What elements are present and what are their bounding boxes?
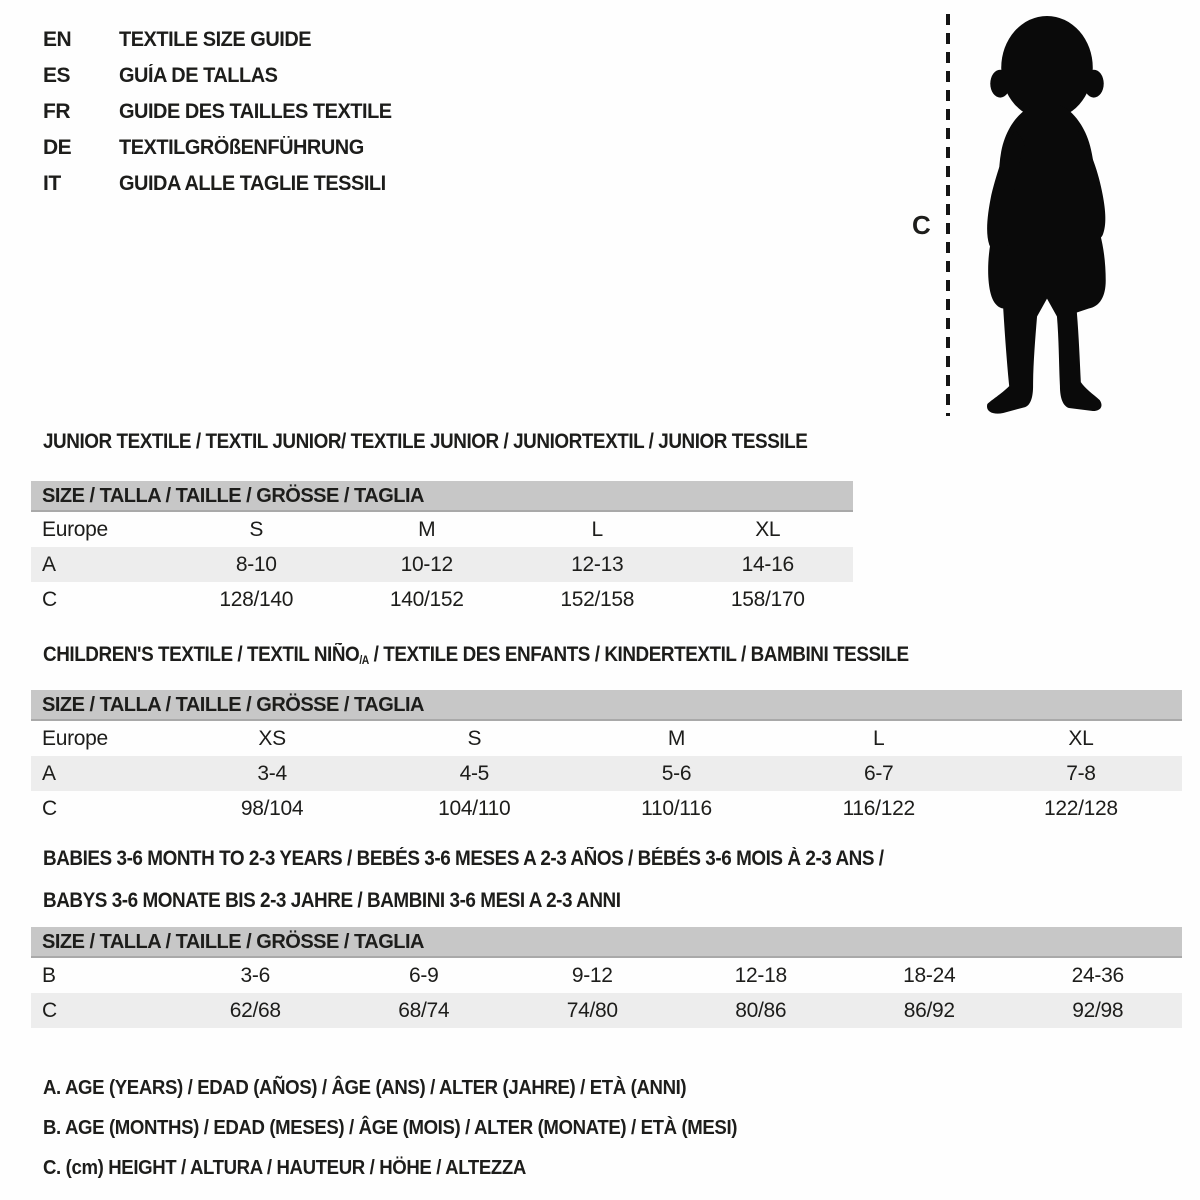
- junior-section-title: JUNIOR TEXTILE / TEXTIL JUNIOR/ TEXTILE JUNIOR / JUNIORTEXTIL / JUNIOR TESSILE: [43, 430, 808, 453]
- size-cell: S: [249, 518, 264, 541]
- value-cell: 140/152: [389, 588, 464, 611]
- table-row-age: [31, 547, 853, 582]
- table-row-height: [31, 993, 1182, 1028]
- row-label: Europe: [42, 727, 108, 750]
- value-cell: 24-36: [1071, 964, 1124, 987]
- size-cell: XS: [258, 727, 286, 750]
- footnote-a: A. AGE (YEARS) / EDAD (AÑOS) / ÂGE (ANS) / ALTER (JAHRE) / ETÀ (ANNI): [43, 1077, 687, 1099]
- lang-row-it: [43, 166, 406, 202]
- value-cell: 74/80: [566, 999, 618, 1022]
- value-cell: 86/92: [903, 999, 955, 1022]
- value-cell: 9-12: [571, 964, 613, 987]
- children-title-prefix: CHILDREN'S TEXTILE / TEXTIL NIÑO: [43, 643, 360, 666]
- value-cell: 80/86: [735, 999, 787, 1022]
- value-cell: 5-6: [661, 762, 692, 785]
- row-label: Europe: [42, 518, 108, 541]
- lang-row-en: [43, 22, 406, 58]
- value-cell: 98/104: [240, 797, 304, 820]
- footnote-c: C. (cm) HEIGHT / ALTURA / HAUTEUR / HÖHE / ALTEZZA: [43, 1157, 526, 1179]
- value-cell: 104/110: [438, 797, 511, 820]
- language-header: [43, 22, 406, 202]
- height-measure-label: C: [912, 210, 931, 240]
- row-label: C: [42, 588, 57, 611]
- toddler-silhouette-icon: [962, 12, 1134, 420]
- value-cell: 62/68: [229, 999, 281, 1022]
- lang-row-de: [43, 130, 406, 166]
- size-cell: S: [467, 727, 482, 750]
- lang-code: IT: [43, 172, 61, 195]
- height-measure-dashed-line: [946, 14, 950, 416]
- value-cell: 3-4: [257, 762, 287, 785]
- footnotes-block: [43, 1068, 789, 1188]
- lang-title: GUIDA ALLE TAGLIE TESSILI: [119, 172, 386, 195]
- lang-row-es: [43, 58, 406, 94]
- size-cell: XL: [1068, 727, 1094, 750]
- children-section-title: [43, 643, 909, 667]
- size-cell: M: [667, 727, 686, 750]
- value-cell: 152/158: [560, 588, 635, 611]
- lang-row-fr: [43, 94, 406, 130]
- row-label: C: [42, 999, 57, 1022]
- value-cell: 128/140: [219, 588, 294, 611]
- lang-title: GUIDE DES TAILLES TEXTILE: [119, 100, 392, 123]
- value-cell: 12-18: [734, 964, 787, 987]
- value-cell: 3-6: [240, 964, 270, 987]
- children-title-sub: /A: [359, 654, 369, 667]
- value-cell: 158/170: [730, 588, 805, 611]
- lang-title: TEXTILE SIZE GUIDE: [119, 28, 312, 51]
- table-row-age: [31, 756, 1182, 791]
- row-label: A: [42, 553, 56, 576]
- size-cell: L: [591, 518, 603, 541]
- lang-title: TEXTILGRÖßENFÜHRUNG: [119, 136, 364, 159]
- size-header-band: SIZE / TALLA / TAILLE / GRÖSSE / TAGLIA: [31, 481, 853, 512]
- children-size-table: [31, 690, 1182, 826]
- value-cell: 6-9: [409, 964, 439, 987]
- lang-code: DE: [43, 136, 72, 159]
- lang-title: GUÍA DE TALLAS: [119, 64, 278, 87]
- value-cell: 6-7: [863, 762, 894, 785]
- size-cell: L: [873, 727, 885, 750]
- value-cell: 12-13: [571, 553, 624, 576]
- value-cell: 116/122: [842, 797, 915, 820]
- value-cell: 122/128: [1044, 797, 1118, 820]
- value-cell: 110/116: [641, 797, 712, 820]
- row-label: A: [42, 762, 56, 785]
- table-row-height: [31, 791, 1182, 826]
- row-label: C: [42, 797, 57, 820]
- size-header-band: SIZE / TALLA / TAILLE / GRÖSSE / TAGLIA: [31, 690, 1182, 721]
- babies-section-title-line1: BABIES 3-6 MONTH TO 2-3 YEARS / BEBÉS 3-6 MESES A 2-3 AÑOS / BÉBÉS 3-6 MOIS À 2-3 ANS /: [43, 847, 884, 870]
- value-cell: 92/98: [1072, 999, 1124, 1022]
- junior-size-table: [31, 481, 853, 617]
- lang-code: ES: [43, 64, 71, 87]
- size-cell: M: [418, 518, 436, 541]
- footnote-b: B. AGE (MONTHS) / EDAD (MESES) / ÂGE (MOIS) / ALTER (MONATE) / ETÀ (MESI): [43, 1117, 738, 1139]
- lang-code: EN: [43, 28, 72, 51]
- table-row-europe: [31, 721, 1182, 756]
- value-cell: 18-24: [903, 964, 956, 987]
- value-cell: 8-10: [235, 553, 277, 576]
- babies-size-table: [31, 927, 1182, 1028]
- size-cell: XL: [755, 518, 781, 541]
- children-title-suffix: / TEXTILE DES ENFANTS / KINDERTEXTIL / BAMBINI TESSILE: [368, 643, 909, 666]
- table-row-europe: [31, 512, 853, 547]
- value-cell: 4-5: [459, 762, 490, 785]
- value-cell: 68/74: [398, 999, 450, 1022]
- size-header-band: SIZE / TALLA / TAILLE / GRÖSSE / TAGLIA: [31, 927, 1182, 958]
- lang-code: FR: [43, 100, 70, 123]
- babies-section-title-line2: BABYS 3-6 MONATE BIS 2-3 JAHRE / BAMBINI 3-6 MESI A 2-3 ANNI: [43, 889, 621, 912]
- value-cell: 7-8: [1066, 762, 1096, 785]
- table-row-age-months: [31, 958, 1182, 993]
- row-label: B: [42, 964, 56, 987]
- value-cell: 10-12: [400, 553, 453, 576]
- table-row-height: [31, 582, 853, 617]
- value-cell: 14-16: [741, 553, 794, 576]
